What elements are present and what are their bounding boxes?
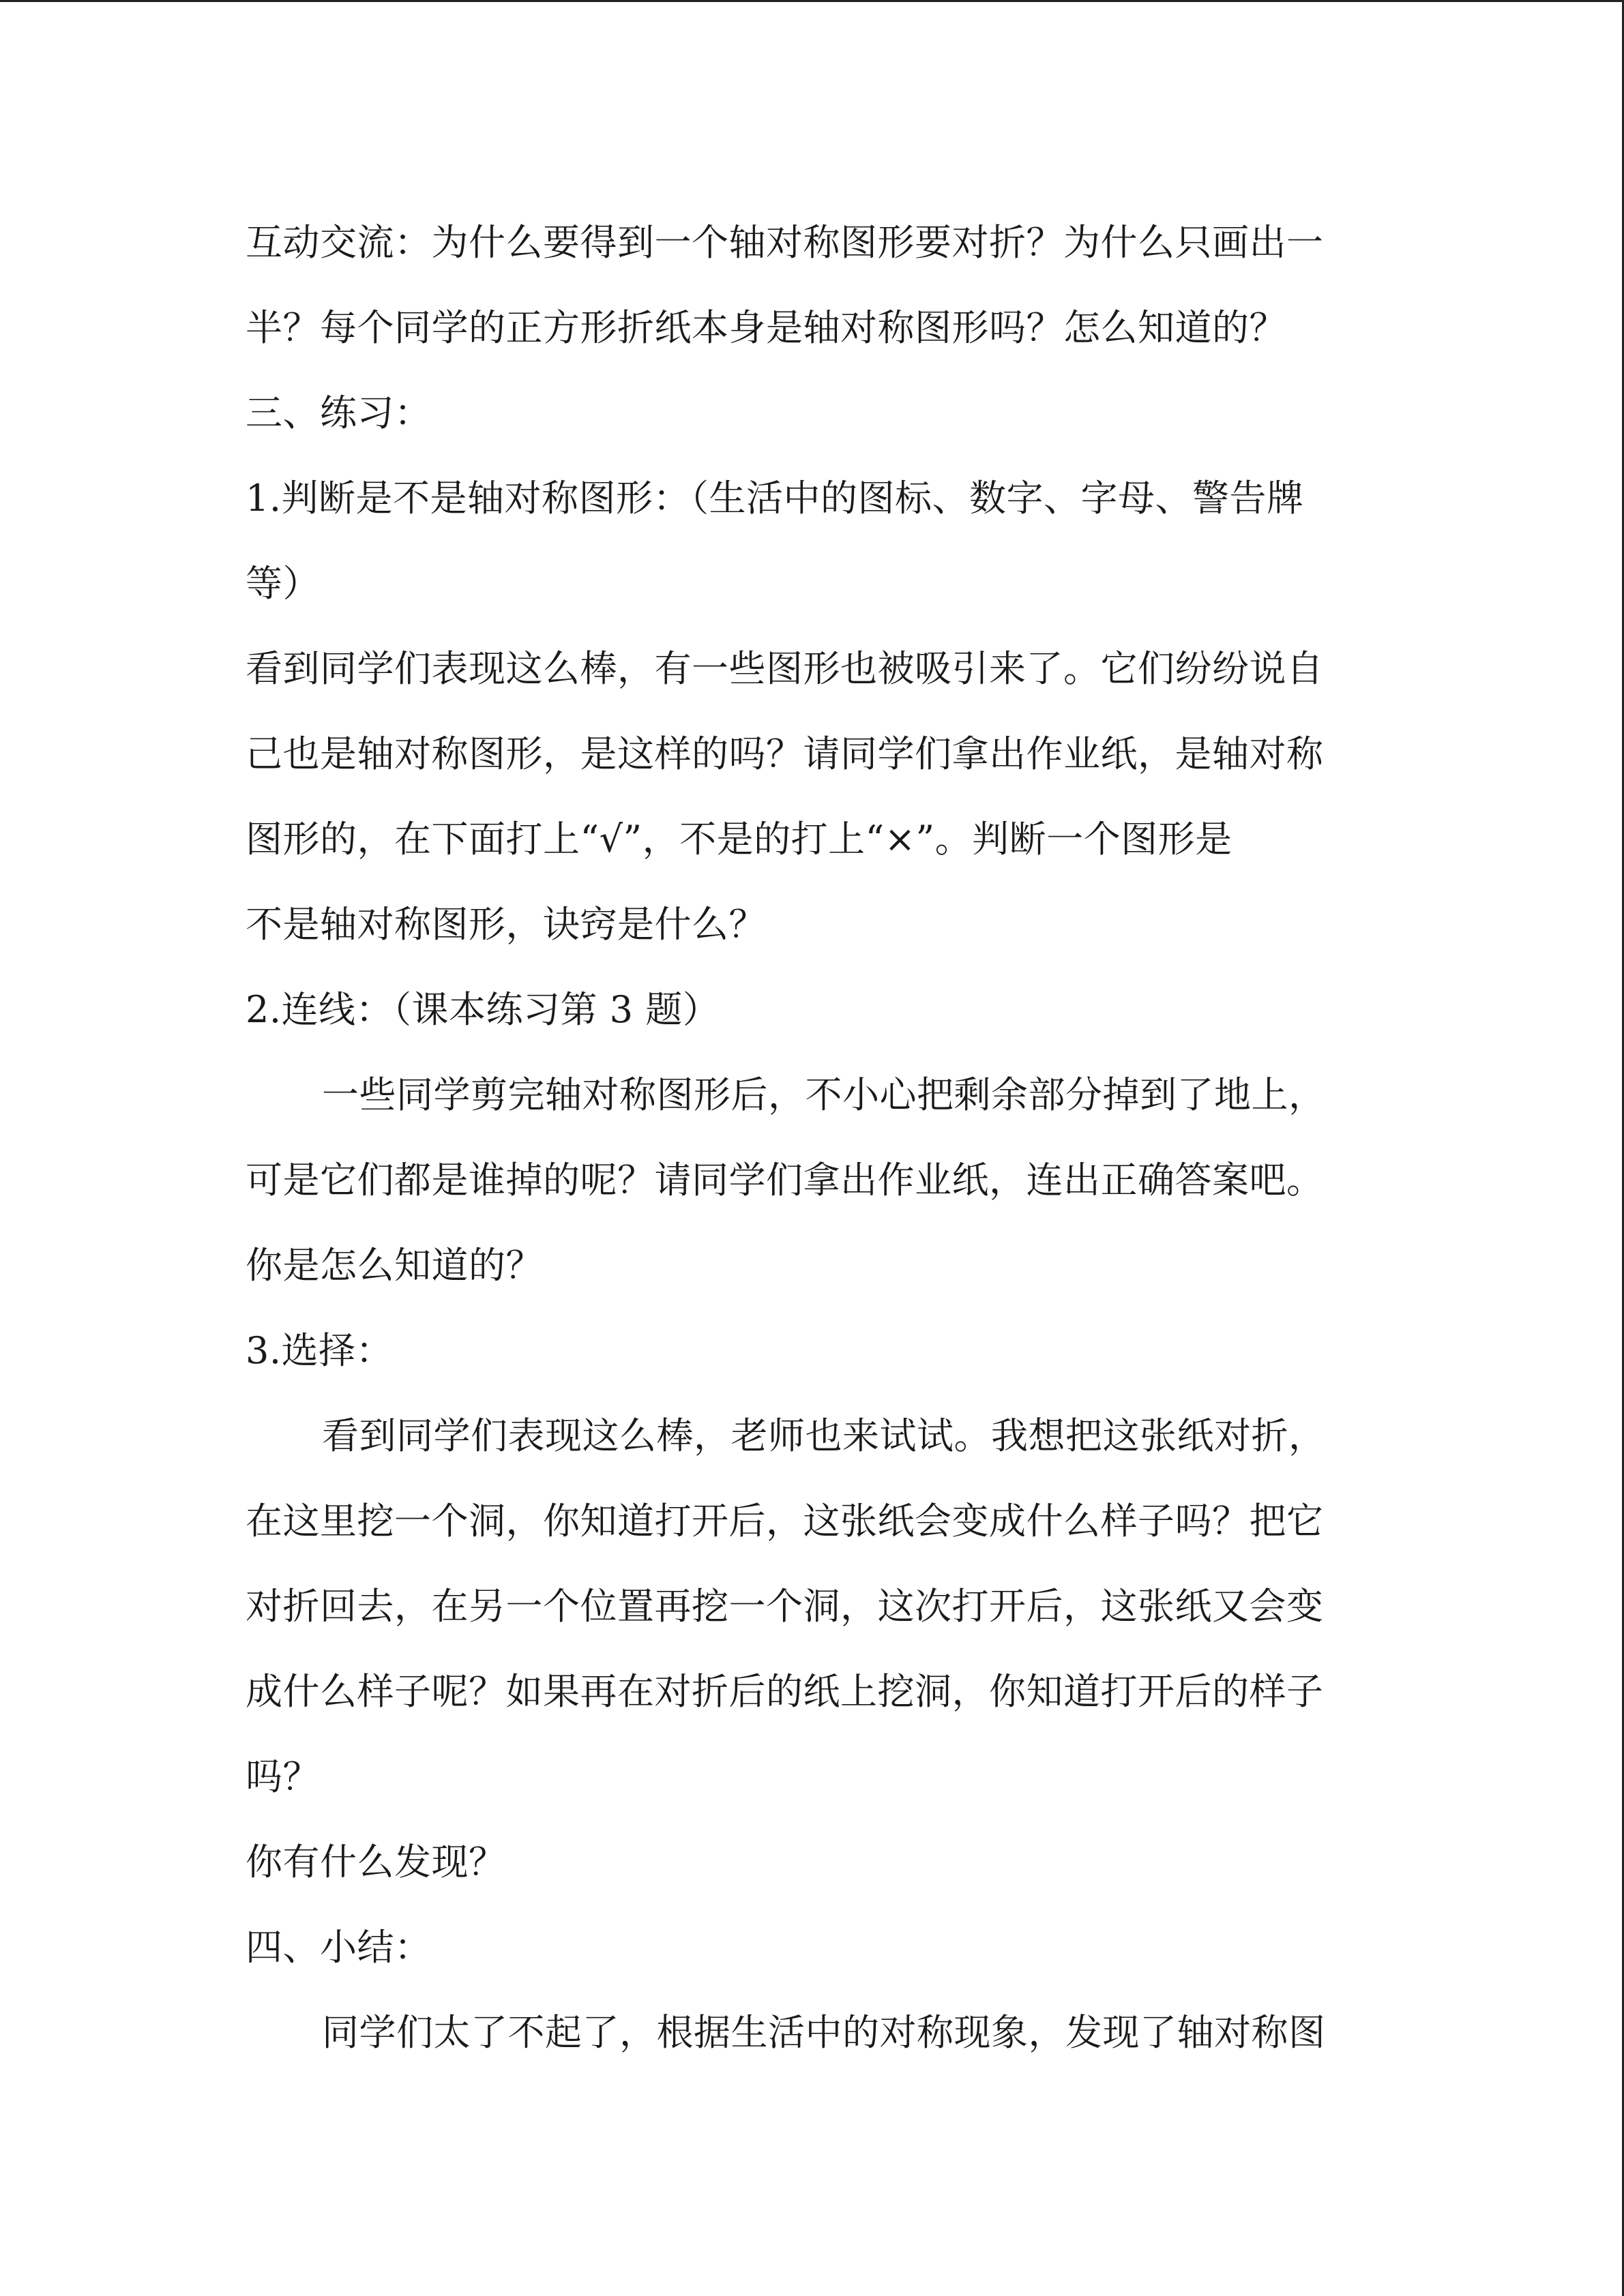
exercise-heading: 3.选择： [246,1329,394,1372]
text-line: 在这里挖一个洞，你知道打开后，这张纸会变成什么样子吗？把它 [246,1500,1324,1542]
exercise-heading: 1.判断是不是轴对称图形：（生活中的图标、数字、字母、警告牌 [246,477,1304,520]
text-line: 成什么样子呢？如果再在对折后的纸上挖洞，你知道打开后的样子 [246,1670,1324,1713]
text-line: 看到同学们表现这么棒，老师也来试试。我想把这张纸对折， [322,1414,1326,1457]
text-line: 不是轴对称图形，诀窍是什么？ [246,903,766,946]
text-line: 一些同学剪完轴对称图形后，不小心把剩余部分掉到了地上， [322,1073,1326,1116]
text-line: 你是怎么知道的？ [246,1244,543,1287]
document-body [246,200,1354,2075]
text-line: 你有什么发现？ [246,1840,506,1883]
text-line: 同学们太了不起了，根据生活中的对称现象，发现了轴对称图 [322,2011,1326,2054]
section-heading: 三、练习： [246,391,432,434]
section-heading: 四、小结： [246,1926,432,1969]
text-line: 对折回去，在另一个位置再挖一个洞，这次打开后，这张纸又会变 [246,1585,1324,1628]
text-line: 半？每个同学的正方形折纸本身是轴对称图形吗？怎么知道的？ [246,306,1286,349]
text-line: 看到同学们表现这么棒，有一些图形也被吸引来了。它们纷纷说自 [246,647,1324,690]
text-line: 吗？ [246,1755,320,1798]
text-line: 等） [246,562,320,605]
exercise-heading: 2.连线：（课本练习第 3 题） [246,988,720,1031]
text-line: 图形的，在下面打上“√”，不是的打上“×”。判断一个图形是 [246,818,1232,861]
text-line: 可是它们都是谁掉的呢？请同学们拿出作业纸，连出正确答案吧。 [246,1159,1324,1202]
text-line: 己也是轴对称图形，是这样的吗？请同学们拿出作业纸，是轴对称 [246,732,1324,775]
text-line: 互动交流：为什么要得到一个轴对称图形要对折？为什么只画出一 [246,221,1324,264]
